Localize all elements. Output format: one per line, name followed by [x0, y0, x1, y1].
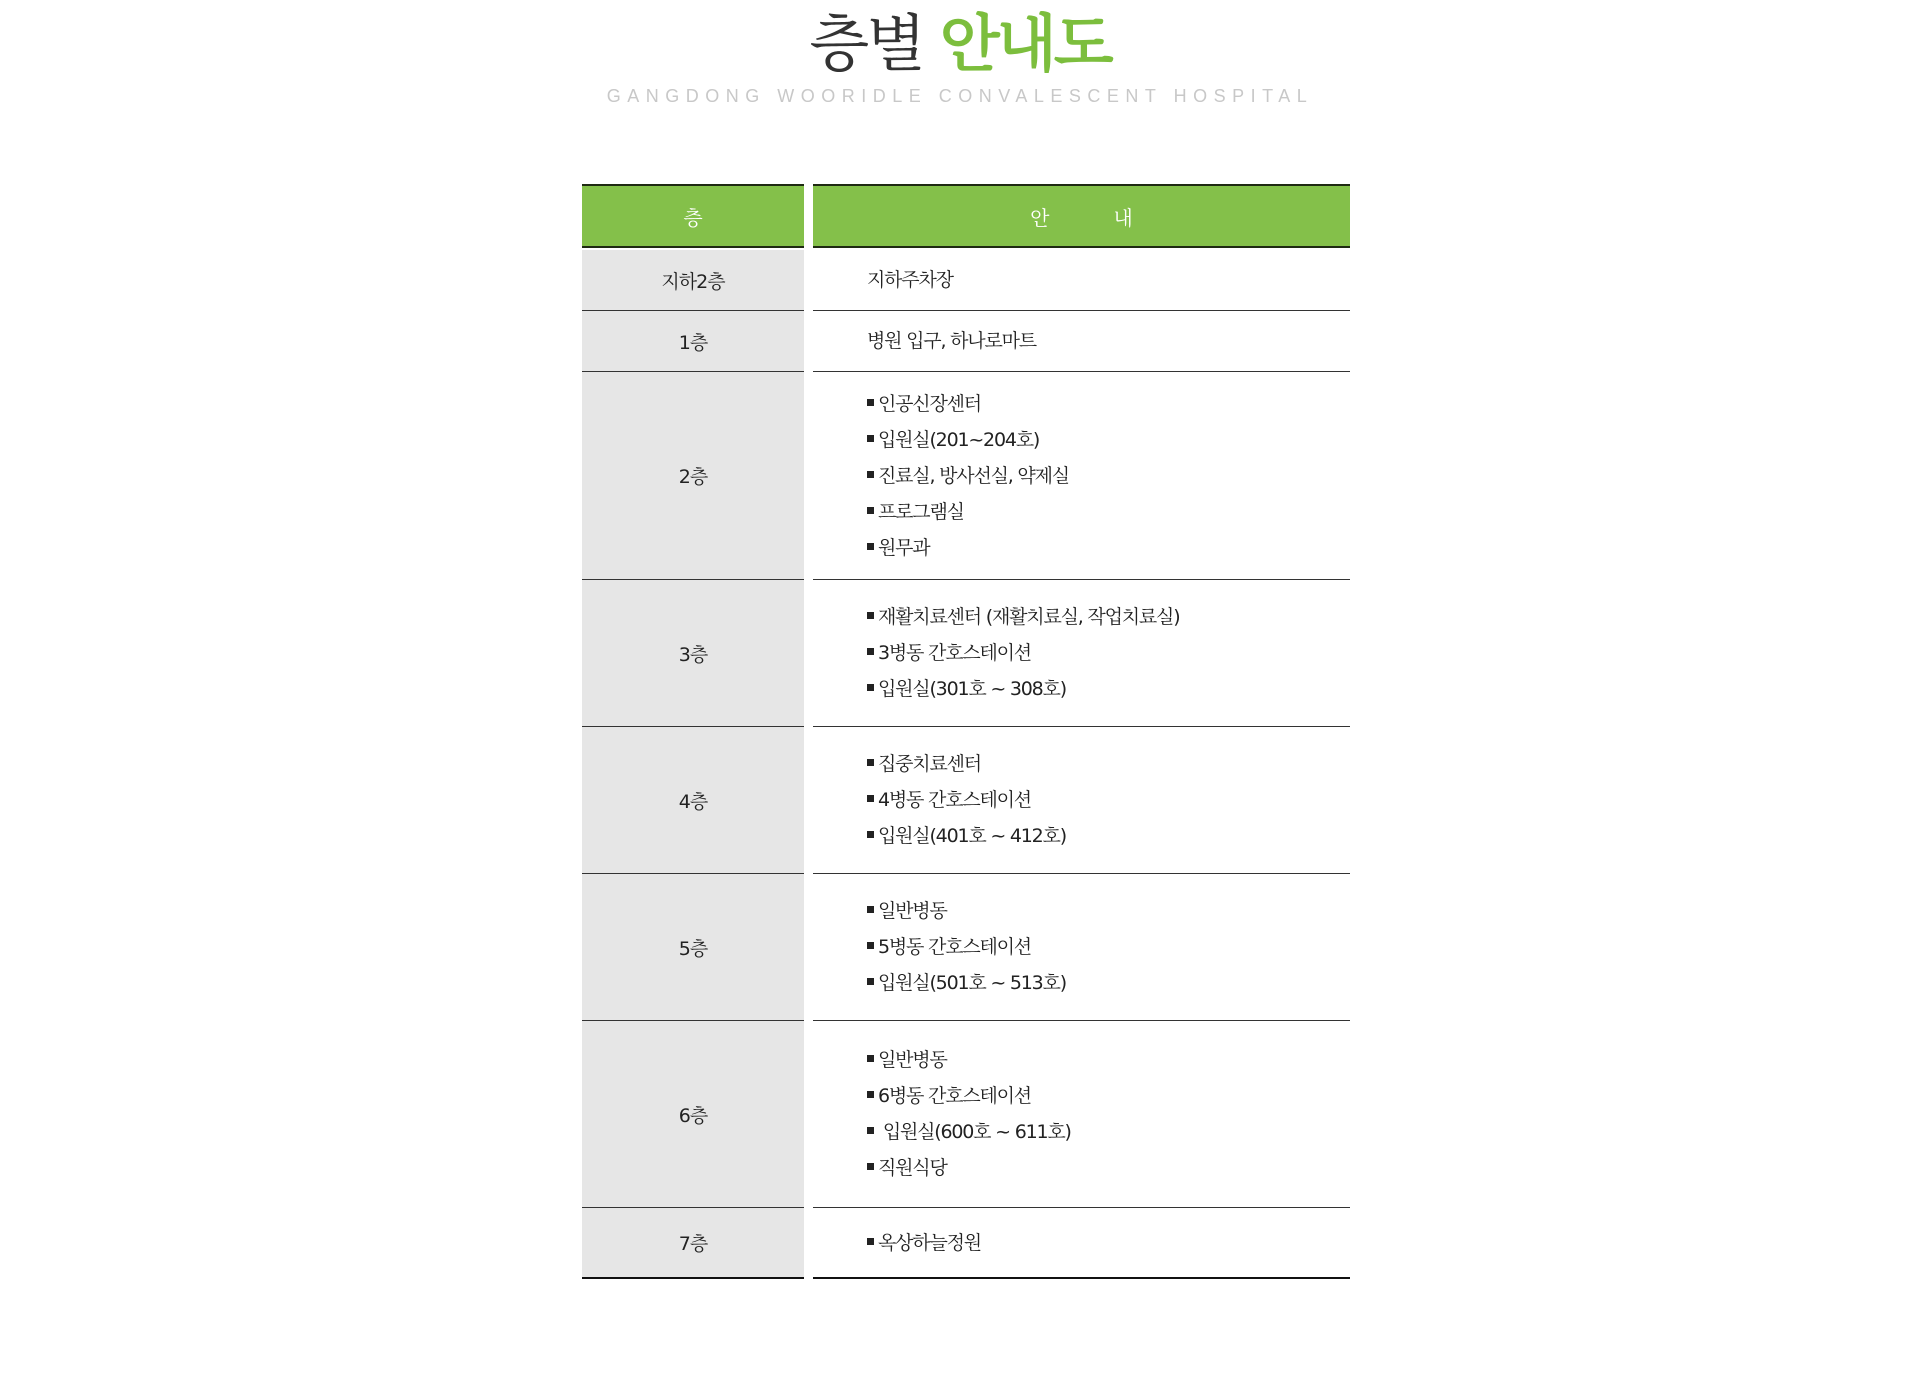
header-info: [813, 184, 1350, 248]
square-bullet-icon: [867, 648, 874, 655]
info-cell: [813, 727, 1350, 874]
floor-cell: 2층: [582, 372, 804, 580]
floor-guide-table: [582, 182, 1350, 1279]
info-item: 입원실(501호 ~ 513호): [867, 965, 1350, 1001]
square-bullet-icon: [867, 1127, 874, 1134]
info-item: 집중치료센터: [867, 746, 1350, 782]
info-item: 원무과: [867, 530, 1350, 566]
square-bullet-icon: [867, 759, 874, 766]
table-row: [582, 580, 1350, 727]
table-row: [582, 311, 1350, 372]
info-item: 인공신장센터: [867, 386, 1350, 422]
square-bullet-icon: [867, 1163, 874, 1170]
info-item: 입원실(301호 ~ 308호): [867, 671, 1350, 707]
square-bullet-icon: [867, 435, 874, 442]
info-item: 프로그램실: [867, 494, 1350, 530]
info-item: 일반병동: [867, 1042, 1350, 1078]
info-item: 5병동 간호스테이션: [867, 929, 1350, 965]
info-item: 옥상하늘정원: [867, 1225, 1350, 1261]
square-bullet-icon: [867, 795, 874, 802]
floor-cell: 3층: [582, 580, 804, 727]
info-item: 입원실(201~204호): [867, 422, 1350, 458]
square-bullet-icon: [867, 1055, 874, 1062]
square-bullet-icon: [867, 906, 874, 913]
floor-cell: 5층: [582, 874, 804, 1021]
floor-cell: 4층: [582, 727, 804, 874]
square-bullet-icon: [867, 684, 874, 691]
square-bullet-icon: [867, 1238, 874, 1245]
table-row: [582, 372, 1350, 580]
header-info-label-1: 안: [1030, 205, 1050, 230]
info-item: 진료실, 방사선실, 약제실: [867, 458, 1350, 494]
info-item: 입원실(600호 ~ 611호): [867, 1114, 1350, 1150]
info-cell: [813, 250, 1350, 311]
table-row: [582, 1021, 1350, 1208]
table-row: [582, 1208, 1350, 1279]
table-row: [582, 874, 1350, 1021]
table-header: [582, 182, 1350, 250]
header-info-label-2: 내: [1113, 205, 1133, 230]
square-bullet-icon: [867, 507, 874, 514]
info-cell: [813, 1021, 1350, 1208]
page-title-part2: 안내도: [939, 7, 1111, 80]
info-item: 3병동 간호스테이션: [867, 635, 1350, 671]
info-item: 재활치료센터 (재활치료실, 작업치료실): [867, 599, 1350, 635]
info-item: 6병동 간호스테이션: [867, 1078, 1350, 1114]
info-item: 지하주차장: [867, 269, 953, 291]
table-row: [582, 250, 1350, 311]
floor-cell: 7층: [582, 1208, 804, 1279]
info-item: 직원식당: [867, 1150, 1350, 1186]
table-row: [582, 727, 1350, 874]
square-bullet-icon: [867, 1091, 874, 1098]
info-item: 입원실(401호 ~ 412호): [867, 818, 1350, 854]
info-item: 일반병동: [867, 893, 1350, 929]
floor-cell: 지하2층: [582, 250, 804, 311]
floor-cell: 1층: [582, 311, 804, 372]
info-cell: [813, 372, 1350, 580]
square-bullet-icon: [867, 942, 874, 949]
square-bullet-icon: [867, 831, 874, 838]
page-title: [0, 8, 1920, 80]
floor-cell: 6층: [582, 1021, 804, 1208]
page-subtitle: GANGDONG WOORIDLE CONVALESCENT HOSPITAL: [606, 86, 1314, 106]
square-bullet-icon: [867, 612, 874, 619]
header-floor: [582, 184, 804, 248]
square-bullet-icon: [867, 399, 874, 406]
info-cell: [813, 1208, 1350, 1279]
header-floor-label: 층: [683, 205, 703, 230]
info-cell: [813, 311, 1350, 372]
info-item: 4병동 간호스테이션: [867, 782, 1350, 818]
square-bullet-icon: [867, 543, 874, 550]
info-cell: [813, 874, 1350, 1021]
page-title-part1: 층별: [809, 7, 924, 80]
square-bullet-icon: [867, 978, 874, 985]
info-cell: [813, 580, 1350, 727]
info-item: 병원 입구, 하나로마트: [867, 330, 1036, 352]
square-bullet-icon: [867, 471, 874, 478]
